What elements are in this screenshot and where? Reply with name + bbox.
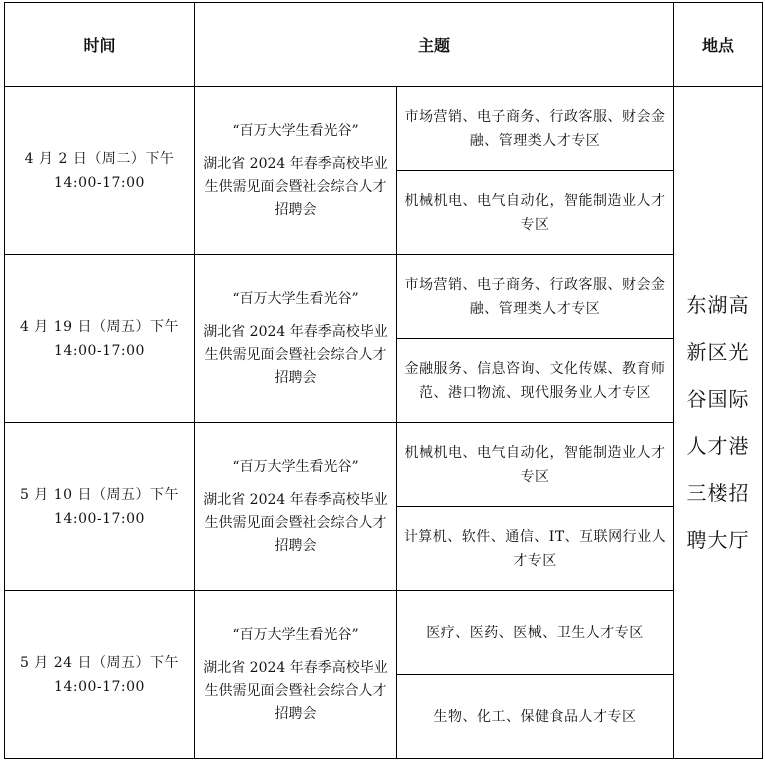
time-cell: 5 月 24 日（周五）下午 14:00-17:00	[5, 591, 195, 759]
event-cell	[195, 423, 397, 591]
table-row	[5, 255, 763, 339]
event-title: 湖北省 2024 年春季高校毕业生供需见面会暨社会综合人才招聘会	[203, 659, 388, 722]
topic-cell: 生物、化工、保健食品人才专区	[397, 675, 674, 759]
time-cell: 5 月 10 日（周五）下午 14:00-17:00	[5, 423, 195, 591]
time-cell: 4 月 19 日（周五）下午 14:00-17:00	[5, 255, 195, 423]
event-cell	[195, 255, 397, 423]
table-row	[5, 591, 763, 675]
event-cell	[195, 87, 397, 255]
topic-cell: 机械机电、电气自动化，智能制造业人才专区	[397, 423, 674, 507]
topic-cell: 医疗、医药、医械、卫生人才专区	[397, 591, 674, 675]
table-row	[5, 87, 763, 171]
header-place: 地点	[674, 3, 763, 87]
event-quote: “百万大学生看光谷”	[232, 290, 359, 307]
place-cell: 东湖高新区光谷国际人才港三楼招聘大厅	[674, 87, 763, 759]
event-quote: “百万大学生看光谷”	[232, 458, 359, 475]
header-row	[5, 3, 763, 87]
topic-cell: 计算机、软件、通信、IT、互联网行业人才专区	[397, 507, 674, 591]
time-cell: 4 月 2 日（周二）下午 14:00-17:00	[5, 87, 195, 255]
event-cell	[195, 591, 397, 759]
header-topic: 主题	[195, 3, 674, 87]
table-row	[5, 423, 763, 507]
event-quote: “百万大学生看光谷”	[232, 626, 359, 643]
topic-cell: 市场营销、电子商务、行政客服、财会金融、管理类人才专区	[397, 255, 674, 339]
topic-cell: 市场营销、电子商务、行政客服、财会金融、管理类人才专区	[397, 87, 674, 171]
topic-cell: 机械机电、电气自动化，智能制造业人才专区	[397, 171, 674, 255]
event-title: 湖北省 2024 年春季高校毕业生供需见面会暨社会综合人才招聘会	[203, 155, 388, 218]
event-quote: “百万大学生看光谷”	[232, 122, 359, 139]
event-title: 湖北省 2024 年春季高校毕业生供需见面会暨社会综合人才招聘会	[203, 323, 388, 386]
event-title: 湖北省 2024 年春季高校毕业生供需见面会暨社会综合人才招聘会	[203, 491, 388, 554]
topic-cell: 金融服务、信息咨询、文化传媒、教育师范、港口物流、现代服务业人才专区	[397, 339, 674, 423]
header-time: 时间	[5, 3, 195, 87]
schedule-table	[4, 2, 763, 759]
